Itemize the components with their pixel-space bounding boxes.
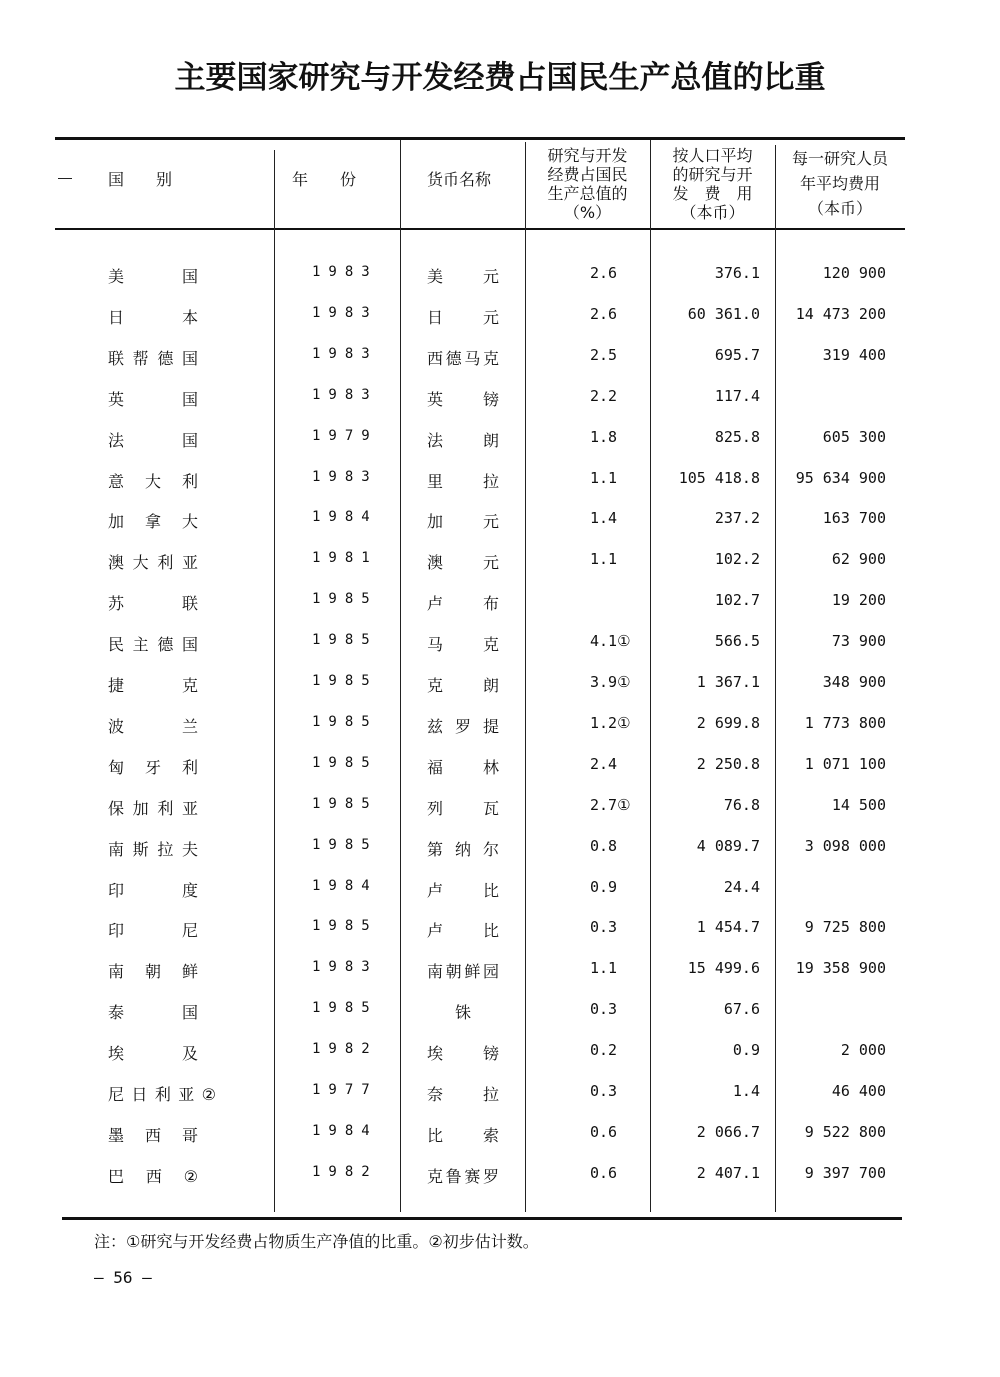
pct-cell: 0.6 [590, 1164, 618, 1182]
per-capita-cell: 1.4 [732, 1082, 760, 1100]
per-researcher-cell: 9 522 800 [804, 1123, 886, 1141]
per-researcher-cell: 19 358 900 [795, 959, 886, 977]
pct-cell: 3.9① [590, 673, 631, 691]
header-per-researcher-line: 年平均费用 [799, 174, 880, 193]
per-researcher-cell: 46 400 [831, 1082, 886, 1100]
currency-cell: 日元 [427, 308, 499, 327]
pct-cell: 0.9 [590, 878, 618, 896]
page-number: — 56 — [94, 1268, 152, 1287]
country-cell: 印度 [108, 881, 198, 900]
header-year: 年 份 [292, 170, 357, 189]
table-row [0, 796, 1000, 820]
header-per-researcher [780, 146, 900, 221]
currency-cell: 福林 [427, 758, 499, 777]
per-researcher-cell: 1 071 100 [804, 755, 886, 773]
currency-cell: 卢布 [427, 594, 499, 613]
pct-cell: 2.7① [590, 796, 631, 814]
per-capita-cell: 15 499.6 [687, 959, 760, 977]
header-pct-line: （%） [563, 203, 612, 222]
table-row [0, 959, 1000, 983]
year-cell: 1985 [312, 632, 378, 648]
year-cell: 1983 [312, 469, 378, 485]
pct-cell: 4.1① [590, 632, 631, 650]
pct-cell: 0.2 [590, 1041, 618, 1059]
year-cell: 1983 [312, 264, 378, 280]
currency-cell: 铢 [454, 1003, 471, 1022]
table-row [0, 591, 1000, 615]
per-capita-cell: 24.4 [723, 878, 760, 896]
per-researcher-cell: 95 634 900 [795, 469, 886, 487]
table-bottom-rule [62, 1217, 902, 1220]
pct-cell: 2.5 [590, 346, 618, 364]
table-row [0, 1041, 1000, 1065]
country-cell: 泰国 [108, 1003, 198, 1022]
pct-cell: 0.3 [590, 1082, 618, 1100]
year-cell: 1985 [312, 1000, 378, 1016]
country-cell: 南斯拉夫 [108, 840, 198, 859]
table-row [0, 918, 1000, 942]
per-researcher-cell: 62 900 [831, 550, 886, 568]
per-capita-cell: 105 418.8 [678, 469, 760, 487]
pct-cell: 2.6 [590, 264, 618, 282]
country-cell: 加拿大 [108, 512, 198, 531]
currency-cell: 兹罗提 [427, 717, 499, 736]
table-row [0, 509, 1000, 533]
pct-cell: 1.4 [590, 509, 618, 527]
currency-cell: 克鲁赛罗 [427, 1167, 499, 1186]
country-cell: 南朝鲜 [108, 962, 198, 981]
currency-cell: 里拉 [427, 472, 499, 491]
table-row [0, 755, 1000, 779]
table-row [0, 469, 1000, 493]
country-cell: 匈牙利 [108, 758, 198, 777]
table-row [0, 428, 1000, 452]
header-dash [58, 178, 72, 179]
table-row [0, 714, 1000, 738]
country-cell: 巴西② [108, 1167, 198, 1186]
currency-cell: 英镑 [427, 390, 499, 409]
per-researcher-cell: 605 300 [822, 428, 886, 446]
year-cell: 1982 [312, 1164, 378, 1180]
header-pct-line: 研究与开发 [547, 146, 628, 165]
page-title: 主要国家研究与开发经费占国民生产总值的比重 [174, 60, 826, 96]
table-row [0, 837, 1000, 861]
year-cell: 1977 [312, 1082, 378, 1098]
country-cell: 美国 [108, 267, 198, 286]
pct-cell: 2.4 [590, 755, 618, 773]
country-cell: 意大利 [108, 472, 198, 491]
currency-cell: 奈拉 [427, 1085, 499, 1104]
per-capita-cell: 1 367.1 [696, 673, 760, 691]
per-capita-cell: 76.8 [723, 796, 760, 814]
per-researcher-cell: 2 000 [840, 1041, 886, 1059]
per-capita-cell: 376.1 [714, 264, 760, 282]
pct-cell: 0.8 [590, 837, 618, 855]
year-cell: 1983 [312, 346, 378, 362]
currency-cell: 比索 [427, 1126, 499, 1145]
table-row [0, 632, 1000, 656]
per-capita-cell: 566.5 [714, 632, 760, 650]
country-cell: 联帮德国 [108, 349, 198, 368]
header-bottom-rule [55, 228, 905, 230]
currency-cell: 第纳尔 [427, 840, 499, 859]
year-cell: 1985 [312, 796, 378, 812]
pct-cell: 0.6 [590, 1123, 618, 1141]
country-cell: 澳大利亚 [108, 553, 198, 572]
pct-cell: 1.8 [590, 428, 618, 446]
pct-cell: 0.3 [590, 918, 618, 936]
currency-cell: 卢比 [427, 921, 499, 940]
per-researcher-cell: 14 473 200 [795, 305, 886, 323]
currency-cell: 美元 [427, 267, 499, 286]
per-capita-cell: 60 361.0 [687, 305, 760, 323]
pct-cell: 1.1 [590, 469, 618, 487]
year-cell: 1984 [312, 1123, 378, 1139]
header-per-capita-line: （本币） [680, 203, 745, 222]
country-cell: 法国 [108, 431, 198, 450]
per-researcher-cell: 120 900 [822, 264, 886, 282]
country-cell: 保加利亚 [108, 799, 198, 818]
table-row [0, 1082, 1000, 1106]
year-cell: 1983 [312, 387, 378, 403]
per-capita-cell: 825.8 [714, 428, 760, 446]
currency-cell: 卢比 [427, 881, 499, 900]
country-cell: 埃及 [108, 1044, 198, 1063]
year-cell: 1979 [312, 428, 378, 444]
per-capita-cell: 2 699.8 [696, 714, 760, 732]
per-capita-cell: 67.6 [723, 1000, 760, 1018]
country-cell: 波兰 [108, 717, 198, 736]
currency-cell: 法朗 [427, 431, 499, 450]
per-researcher-cell: 14 500 [831, 796, 886, 814]
header-pct-line: 生产总值的 [547, 184, 628, 203]
header-country: 国 别 [108, 170, 173, 189]
per-capita-cell: 102.2 [714, 550, 760, 568]
country-cell: 印尼 [108, 921, 198, 940]
country-cell: 日本 [108, 308, 198, 327]
per-researcher-cell: 73 900 [831, 632, 886, 650]
table-row [0, 1000, 1000, 1024]
year-cell: 1985 [312, 714, 378, 730]
per-capita-cell: 2 407.1 [696, 1164, 760, 1182]
table-row [0, 878, 1000, 902]
per-capita-cell: 237.2 [714, 509, 760, 527]
country-cell: 民主德国 [108, 635, 198, 654]
currency-cell: 埃镑 [427, 1044, 499, 1063]
table-row [0, 1164, 1000, 1188]
year-cell: 1985 [312, 755, 378, 771]
year-cell: 1984 [312, 878, 378, 894]
country-cell: 墨西哥 [108, 1126, 198, 1145]
header-per-capita-line: 发 费 用 [672, 184, 753, 203]
per-capita-cell: 117.4 [714, 387, 760, 405]
currency-cell: 加元 [427, 512, 499, 531]
per-capita-cell: 2 066.7 [696, 1123, 760, 1141]
table-row [0, 673, 1000, 697]
pct-cell: 2.6 [590, 305, 618, 323]
per-researcher-cell: 1 773 800 [804, 714, 886, 732]
country-cell: 尼日利亚② [108, 1085, 216, 1104]
header-per-capita-line: 的研究与开 [672, 165, 753, 184]
header-currency: 货币名称 [427, 170, 492, 189]
year-cell: 1985 [312, 591, 378, 607]
pct-cell: 1.2① [590, 714, 631, 732]
year-cell: 1985 [312, 918, 378, 934]
country-cell: 捷克 [108, 676, 198, 695]
year-cell: 1982 [312, 1041, 378, 1057]
table-row [0, 305, 1000, 329]
year-cell: 1984 [312, 509, 378, 525]
per-researcher-cell: 9 725 800 [804, 918, 886, 936]
header-per-capita [655, 146, 770, 222]
year-cell: 1981 [312, 550, 378, 566]
per-capita-cell: 0.9 [732, 1041, 760, 1059]
pct-cell: 1.1 [590, 550, 618, 568]
per-researcher-cell: 348 900 [822, 673, 886, 691]
per-researcher-cell: 163 700 [822, 509, 886, 527]
header-per-researcher-line: 每一研究人员 [791, 149, 888, 168]
pct-cell: 1.1 [590, 959, 618, 977]
currency-cell: 南朝鲜园 [427, 962, 499, 981]
country-cell: 英国 [108, 390, 198, 409]
per-capita-cell: 102.7 [714, 591, 760, 609]
currency-cell: 澳元 [427, 553, 499, 572]
per-capita-cell: 4 089.7 [696, 837, 760, 855]
pct-cell: 2.2 [590, 387, 618, 405]
currency-cell: 克朗 [427, 676, 499, 695]
per-researcher-cell: 9 397 700 [804, 1164, 886, 1182]
per-capita-cell: 695.7 [714, 346, 760, 364]
table-top-rule [55, 137, 905, 140]
currency-cell: 列瓦 [427, 799, 499, 818]
table-row [0, 264, 1000, 288]
year-cell: 1985 [312, 673, 378, 689]
year-cell: 1983 [312, 959, 378, 975]
currency-cell: 马克 [427, 635, 499, 654]
pct-cell: 0.3 [590, 1000, 618, 1018]
per-capita-cell: 1 454.7 [696, 918, 760, 936]
table-row [0, 1123, 1000, 1147]
table-row [0, 346, 1000, 370]
table-row [0, 550, 1000, 574]
header-per-researcher-line: （本币） [807, 199, 872, 218]
header-per-capita-line: 按人口平均 [672, 146, 753, 165]
footnote: 注：①研究与开发经费占物质生产净值的比重。②初步估计数。 [94, 1232, 539, 1251]
header-pct [530, 146, 645, 222]
per-capita-cell: 2 250.8 [696, 755, 760, 773]
year-cell: 1983 [312, 305, 378, 321]
per-researcher-cell: 3 098 000 [804, 837, 886, 855]
currency-cell: 西德马克 [427, 349, 499, 368]
per-researcher-cell: 19 200 [831, 591, 886, 609]
per-researcher-cell: 319 400 [822, 346, 886, 364]
table-row [0, 387, 1000, 411]
year-cell: 1985 [312, 837, 378, 853]
header-pct-line: 经费占国民 [547, 165, 628, 184]
country-cell: 苏联 [108, 594, 198, 613]
